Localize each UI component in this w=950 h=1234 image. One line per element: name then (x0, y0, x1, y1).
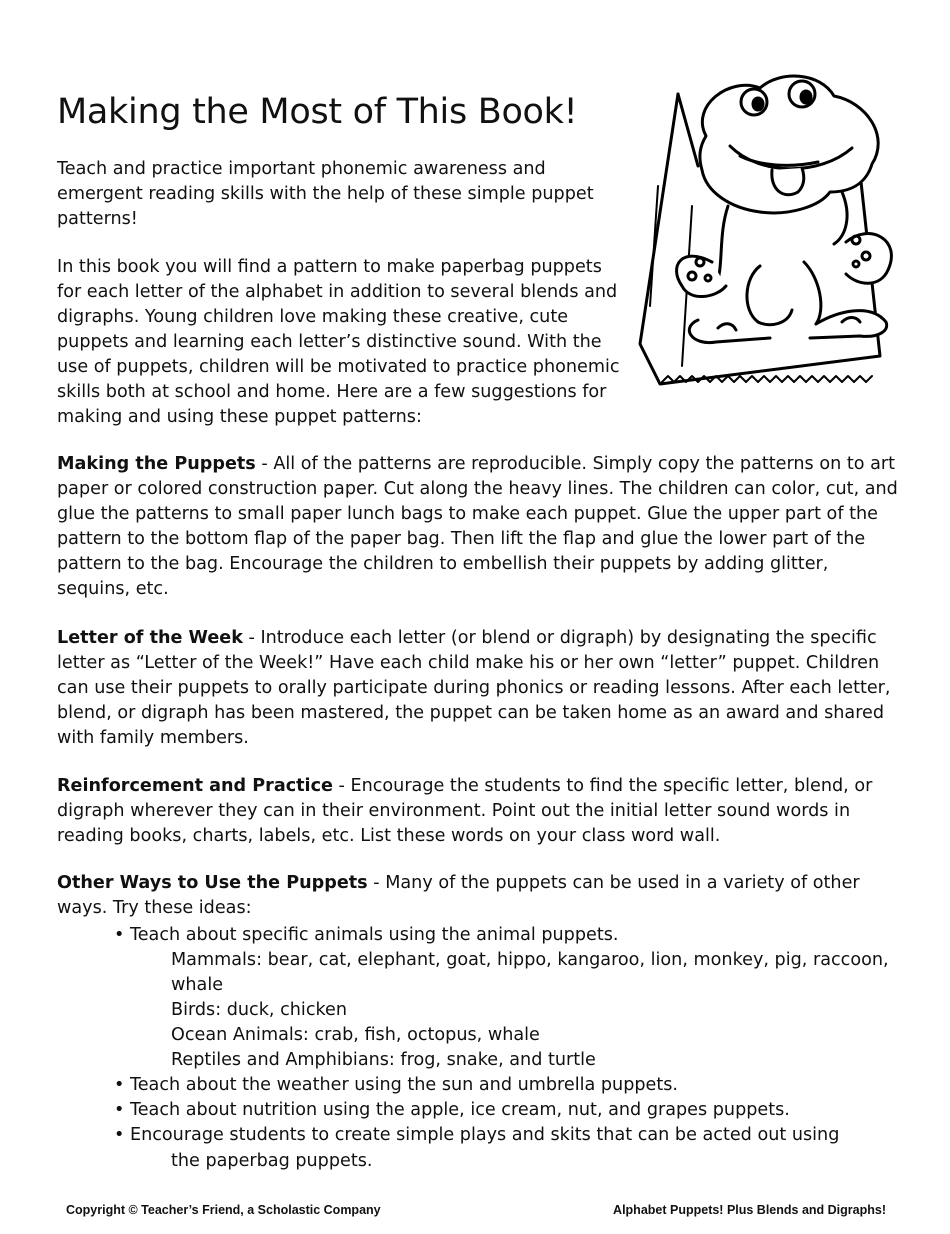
idea-mammals-line-2: whale (171, 975, 224, 995)
idea-birds: Birds: duck, chicken (171, 1000, 348, 1020)
section-body: - Encourage the students to find the specific letter, blend, or digraph wherever they can in their environment. Point out the initial letter sound words in reading books, charts, labels, etc. List these words on your class word wall. (57, 776, 873, 846)
intro-paragraph-1: Teach and practice important phonemic awareness and emergent reading skills with the help of these simple puppet patterns! (57, 159, 594, 229)
section-heading: Other Ways to Use the Puppets (57, 873, 368, 893)
section-reinforcement-and-practice (57, 774, 902, 849)
section-body: - All of the patterns are reproducible. Simply copy the patterns on to art paper or colored construction paper. Cut along the heavy lines. The children can color, cut, and glue the patterns to small paper lunch bags to make each puppet. Glue the upper part of the pattern to the bottom flap of the paper bag. Then lift the flap and glue the lower part of the pattern to the bag. Encourage the children to embellish their puppets by adding glitter, sequins, etc. (57, 454, 898, 599)
intro-paragraph-2: In this book you will find a pattern to make paperbag puppets for each letter of the alphabet in addition to several blends and digraphs. Young children love making these creative, cute puppets and learning each letter’s distinctive sound. With the use of puppets, children will be motivated to practice phonemic skills both at school and home. Here are a few suggestions for making and using these puppet patterns: (57, 257, 620, 427)
section-body: - Introduce each letter (or blend or digraph) by designating the specific letter as “Letter of the Week!” Have each child make his or her own “letter” puppet. Children can use their puppets to orally participate during phonics or reading lessons. After each letter, blend, or digraph has been mastered, the puppet can be taken home as an award and shared with family members. (57, 628, 891, 748)
footer-copyright: Copyright © Teacher’s Friend, a Scholastic Company (66, 1203, 381, 1217)
section-letter-of-the-week (57, 626, 902, 751)
idea-mammals-line-1: Mammals: bear, cat, elephant, goat, hippo, kangaroo, lion, monkey, pig, raccoon, (171, 950, 889, 970)
section-heading: Reinforcement and Practice (57, 776, 333, 796)
idea-plays-line-2: the paperbag puppets. (171, 1151, 373, 1171)
idea-nutrition: • Teach about nutrition using the apple, ice cream, nut, and grapes puppets. (114, 1100, 790, 1120)
idea-reptiles: Reptiles and Amphibians: frog, snake, and turtle (171, 1050, 596, 1070)
idea-ocean-animals: Ocean Animals: crab, fish, octopus, whale (171, 1025, 540, 1045)
footer-book-title: Alphabet Puppets! Plus Blends and Digraphs! (613, 1203, 886, 1217)
idea-plays-line-1: • Encourage students to create simple plays and skits that can be acted out using (114, 1125, 840, 1145)
section-other-ways (57, 871, 902, 921)
idea-weather: • Teach about the weather using the sun and umbrella puppets. (114, 1075, 679, 1095)
idea-animals: • Teach about specific animals using the animal puppets. (114, 925, 619, 945)
frog-puppet-illustration (620, 66, 900, 396)
section-heading: Making the Puppets (57, 454, 256, 474)
page-title: Making the Most of This Book! (57, 92, 578, 132)
section-heading: Letter of the Week (57, 628, 243, 648)
section-making-the-puppets (57, 452, 902, 602)
section-body: - Many of the puppets can be used in a variety of other ways. Try these ideas: (57, 873, 860, 918)
